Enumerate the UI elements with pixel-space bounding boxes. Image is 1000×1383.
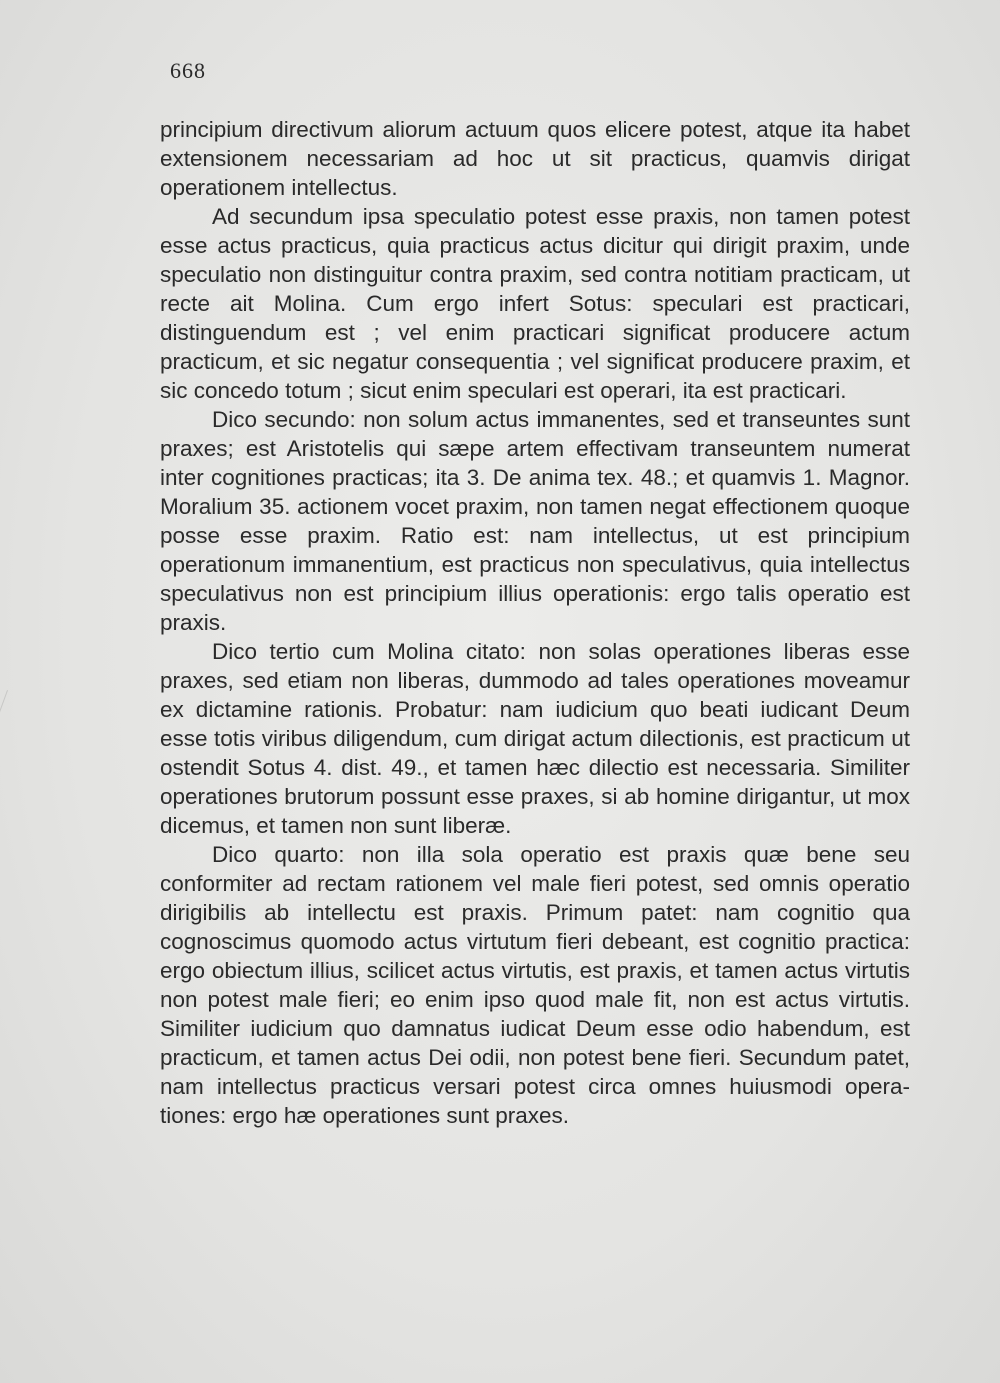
paragraph-ad-secundum: Ad secundum ipsa speculatio potest esse praxis, non tamen potest esse actus practicus, quia practicus actus dicitur qui dirigit praxim, unde speculatio non distinguitur contra praxim, sed contra notitiam practicam, ut recte ait Molina. Cum ergo infert Sotus: speculari est practicari, distinguendum est ; vel enim practicari significat producere actum practicum, et sic negatur consequentia ; vel significat producere praxim, et sic concedo totum ; sicut enim speculari est operari, ita est practicari. xyxy=(160,204,910,403)
paragraph-dico-quarto: Dico quarto: non illa sola operatio est praxis quæ bene seu conformiter ad rectam rationem vel male fieri potest, sed omnis operatio dirigibilis ab intellectu est praxis. Primum patet: nam cognitio qua cognoscimus quomodo actus virtutum fieri debeant, est cognitio practica: ergo obiectum illius, scilicet actus virtutis, est praxis, et tamen actus virtutis non potest male fieri; eo enim ipso quod male fit, non est actus virtutis. Similiter iudicium quo damnatus iudicat Deum esse odio habendum, est practicum, et tamen actus Dei odii, non potest bene fieri. Secundum patet, nam intellectus practicus versari potest circa omnes huiusmodi operationes: ergo hæ operationes sunt praxes. xyxy=(160,842,910,1128)
body-text xyxy=(160,115,910,1130)
paragraph-continuation: principium directivum aliorum actuum quos elicere potest, atque ita habet extensionem necessariam ad hoc ut sit practicus, quamvis dirigat operationem intellectus. xyxy=(160,117,910,200)
scan-edge-mark xyxy=(0,690,14,730)
paragraph-dico-secundo: Dico secundo: non solum actus immanentes, sed et transeuntes sunt praxes; est Aristotelis qui sæpe artem effectivam transeuntem numerat inter cognitiones practicas; ita 3. De anima tex. 48.; et quamvis 1. Magnor. Moralium 35. actionem vocet praxim, non tamen negat effectionem quoque posse esse praxim. Ratio est: nam intellectus, ut est principium operationum immanentium, est practicus non speculativus, quia intellectus speculativus non est principium illius operationis: ergo talis operatio est praxis. xyxy=(160,407,910,635)
page-number: 668 xyxy=(170,58,206,83)
paragraph-dico-tertio: Dico tertio cum Molina citato: non solas operationes liberas esse praxes, sed etiam non liberas, dummodo ad tales operationes moveamur ex dictamine rationis. Probatur: nam iudicium quo beati iudicant Deum esse totis viribus diligendum, cum dirigat actum dilectionis, est practicum ut ostendit Sotus 4. dist. 49., et tamen hæc dilectio est necessaria. Similiter operationes brutorum possunt esse praxes, si ab homine dirigantur, ut mox dicemus, et tamen non sunt liberæ. xyxy=(160,639,910,838)
